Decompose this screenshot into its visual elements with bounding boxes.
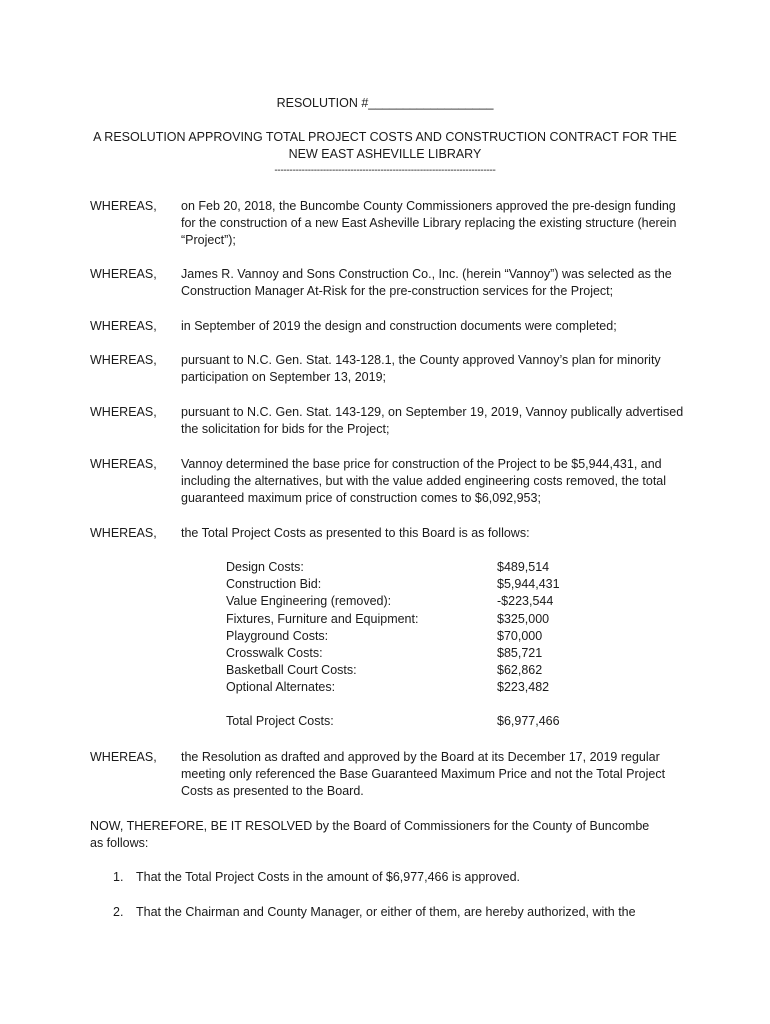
list-item (113, 904, 673, 921)
whereas-text: the Total Project Costs as presented to this Board is as follows: (181, 526, 530, 540)
cost-value: $5,944,431 (497, 577, 560, 592)
whereas-label: WHEREAS, (90, 199, 157, 213)
resolution-title-line1: A RESOLUTION APPROVING TOTAL PROJECT COSTS AND CONSTRUCTION CONTRACT FOR THE (93, 130, 677, 144)
whereas-label: WHEREAS, (90, 353, 157, 367)
cost-label: Value Engineering (removed): (226, 594, 392, 609)
whereas-text: pursuant to N.C. Gen. Stat. 143-129, on September 19, 2019, Vannoy publically advertised the solicitation for bids for the Project; (181, 405, 684, 436)
cost-value: $70,000 (497, 628, 543, 643)
cost-label: Fixtures, Furniture and Equipment: (226, 611, 419, 626)
whereas-label: WHEREAS, (90, 267, 157, 281)
whereas-text: in September of 2019 the design and construction documents were completed; (181, 319, 617, 333)
resolved-clause: NOW, THEREFORE, BE IT RESOLVED by the Board of Commissioners for the County of Buncombe as follows: (90, 819, 650, 850)
whereas-text: Vannoy determined the base price for construction of the Project to be $5,944,431, and including the alternatives, but with the value added engineering costs removed, the total guaranteed maximum price of construction comes to $6,092,953; (181, 457, 667, 505)
whereas-label: WHEREAS, (90, 405, 157, 419)
cost-value: $223,482 (497, 680, 550, 695)
cost-value: $85,721 (497, 645, 543, 660)
cost-label: Crosswalk Costs: (226, 645, 323, 660)
title-separator: ------------------------------------------------------------------------- (274, 165, 496, 176)
resolution-number: RESOLUTION #__________________ (276, 96, 494, 110)
total-cost-label: Total Project Costs: (226, 714, 334, 728)
whereas-label: WHEREAS, (90, 319, 157, 333)
cost-label: Optional Alternates: (226, 680, 336, 695)
cost-value: $489,514 (497, 560, 550, 574)
cost-label: Playground Costs: (226, 628, 329, 643)
list-text: That the Total Project Costs in the amount of $6,977,466 is approved. (136, 870, 521, 884)
whereas-text: pursuant to N.C. Gen. Stat. 143-128.1, the County approved Vannoy’s plan for minority participation on September 13, 2019; (181, 353, 661, 384)
total-cost-value: $6,977,466 (497, 714, 560, 728)
resolution-title-line2: NEW EAST ASHEVILLE LIBRARY (288, 147, 482, 161)
whereas-label: WHEREAS, (90, 526, 157, 540)
list-item (113, 869, 673, 886)
cost-label: Basketball Court Costs: (226, 663, 357, 678)
whereas-text: James R. Vannoy and Sons Construction Co., Inc. (herein “Vannoy”) was selected as the Construction Manager At-Risk for the pre-construction services for the Project; (181, 267, 672, 298)
whereas-text: on Feb 20, 2018, the Buncombe County Commissioners approved the pre-design funding for the construction of a new East Asheville Library replacing the existing structure (herein “Project”); (181, 199, 677, 247)
whereas-label: WHEREAS, (90, 750, 157, 764)
cost-value: $62,862 (497, 663, 543, 678)
cost-label: Construction Bid: (226, 577, 322, 592)
cost-value: -$223,544 (497, 594, 554, 609)
whereas-label: WHEREAS, (90, 457, 157, 471)
list-number: 2. (113, 905, 124, 919)
cost-value: $325,000 (497, 611, 550, 626)
whereas-text: the Resolution as drafted and approved by the Board at its December 17, 2019 regular meeting only referenced the Base Guaranteed Maximum Price and not the Total Project Costs as presented to the Board. (181, 750, 666, 798)
list-text: That the Chairman and County Manager, or either of them, are hereby authorized, with the (136, 905, 636, 919)
list-number: 1. (113, 870, 124, 884)
cost-label: Design Costs: (226, 560, 304, 574)
